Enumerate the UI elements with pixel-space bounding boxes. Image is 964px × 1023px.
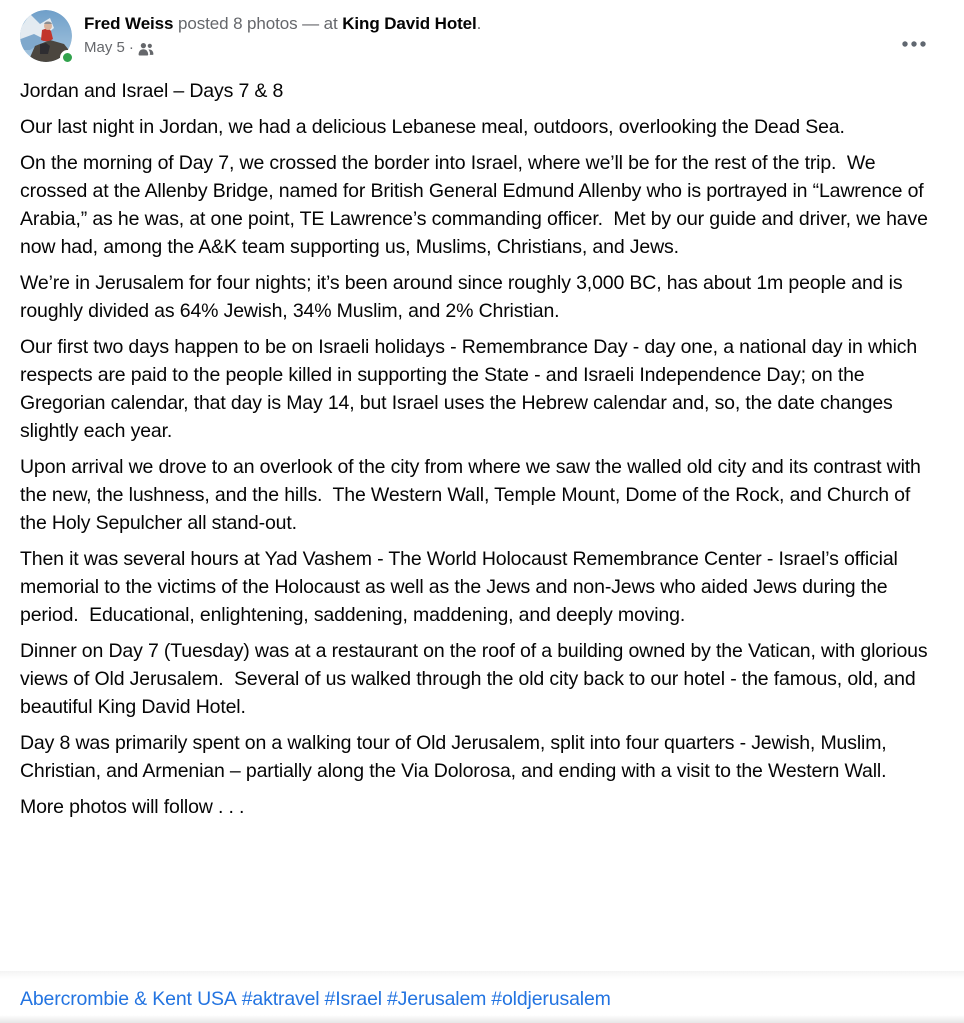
post-paragraph: Then it was several hours at Yad Vashem - The World Holocaust Remembrance Center - Israel’s official memorial to the victims of the Holocaust as well as the Jews and non-Jews who aided Jews during the period. Educational, enlightening, saddening, maddening, and deeply moving. [20,548,903,626]
hashtag-link[interactable]: #Israel [324,988,382,1010]
post-paragraph: We’re in Jerusalem for four nights; it’s been around since roughly 3,000 BC, has about 1m people and is roughly divided as 64% Jewish, 34% Muslim, and 2% Christian. [20,272,908,322]
online-status-dot [60,50,75,65]
post-paragraph: Our first two days happen to be on Israeli holidays - Remembrance Day - day one, a national day in which respects are paid to the people killed in supporting the State - and Israeli Independence Day; on the Gregorian calendar, that day is May 14, but Israel uses the Hebrew calendar and, so, the date changes slightly each year. [20,336,923,442]
post-body [20,77,940,821]
hashtag-link[interactable]: #oldjerusalem [491,988,611,1010]
author-name-link[interactable]: Fred Weiss [84,14,174,33]
hashtag-link[interactable]: #Jerusalem [386,988,487,1010]
friends-icon [138,42,154,56]
avatar[interactable] [20,10,72,62]
meta-separator: · [128,39,134,56]
post-headline [84,13,940,35]
post-paragraph: More photos will follow . . . [20,796,245,818]
page-tag-link[interactable]: Abercrombie & Kent USA [20,988,237,1010]
place-link[interactable]: King David Hotel [342,14,477,33]
bottom-fade [0,1015,964,1023]
post-paragraph: On the morning of Day 7, we crossed the border into Israel, where we’ll be for the rest of the trip. We crossed at the Allenby Bridge, named for British General Edmund Allenby who is portrayed in “Lawrence of Arabia,” as he was, at one point, TE Lawrence’s commanding officer. Met by our guide and driver, we have now had, among the A&K team supporting us, Muslims, Christians, and Jews. [20,152,934,258]
post-paragraph: Our last night in Jordan, we had a delicious Lebanese meal, outdoors, overlooking the Dead Sea. [20,116,845,138]
post-paragraph: Day 8 was primarily spent on a walking tour of Old Jerusalem, split into four quarters - Jewish, Muslim, Christian, and Armenian – partially along the Via Dolorosa, and ending with a visit to the Western Wall. [20,732,892,782]
ellipsis-icon [901,41,927,47]
post-paragraph: Jordan and Israel – Days 7 & 8 [20,80,284,102]
post-paragraph: Upon arrival we drove to an overlook of the city from where we saw the walled old city and its contrast with the new, the lushness, and the hills. The Western Wall, Temple Mount, Dome of the Rock, and Church of the Holy Sepulcher all stand-out. [20,456,927,534]
headline-suffix: . [476,14,482,33]
post-menu-button[interactable] [896,32,932,56]
post-paragraph: Dinner on Day 7 (Tuesday) was at a restaurant on the roof of a building owned by the Vatican, with glorious views of Old Jerusalem. Several of us walked through the old city back to our hotel - the famous, old, and beautiful King David Hotel. [20,640,933,718]
soft-divider-band [0,971,964,979]
post-header [20,10,940,62]
tag-links-line [20,985,940,1013]
hashtag-link[interactable]: #aktravel [241,988,320,1010]
header-text [84,10,940,58]
meta-line [84,38,940,58]
headline-action-text: posted 8 photos — at [173,14,343,33]
timestamp-link[interactable]: May 5 [84,39,125,56]
